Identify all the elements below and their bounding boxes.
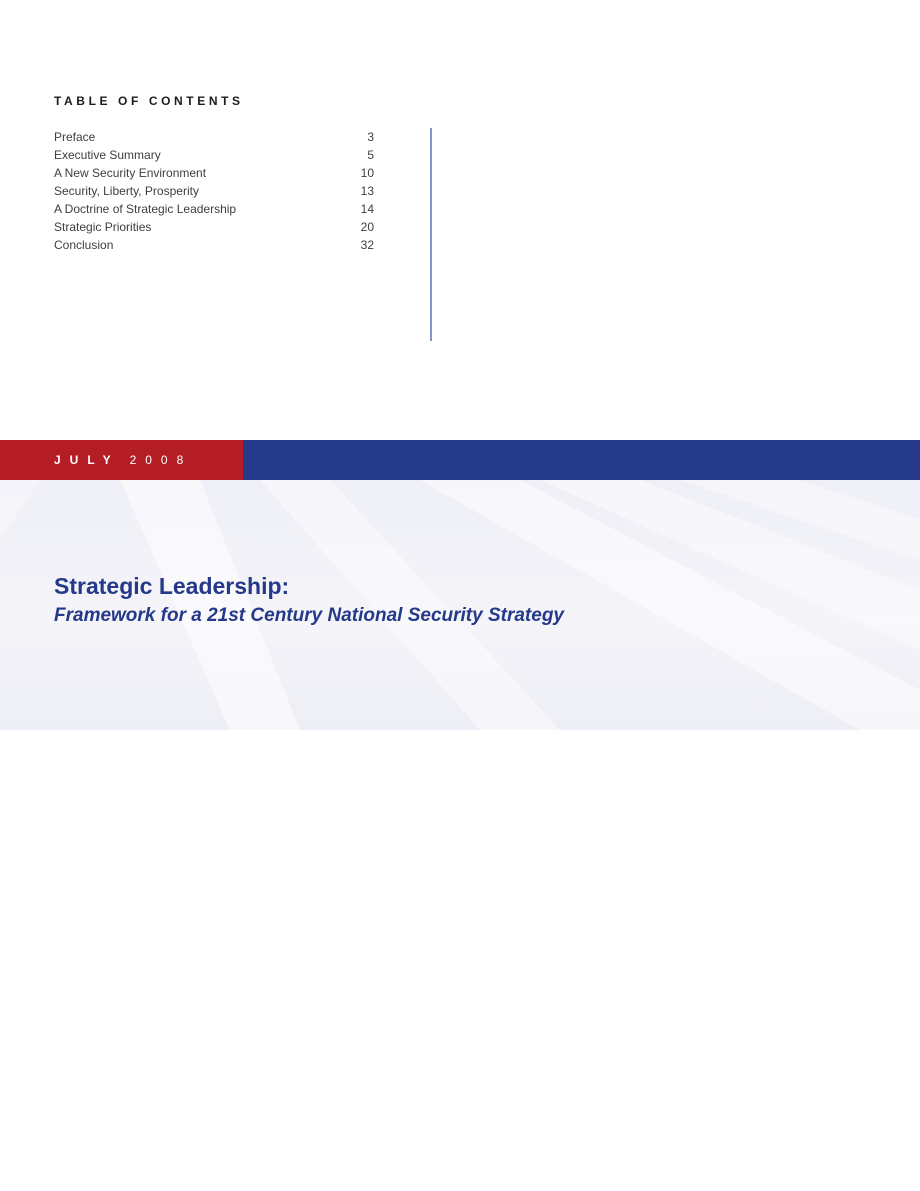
toc-entry-preface[interactable] <box>54 128 374 146</box>
toc-entry-conclusion[interactable] <box>54 236 374 254</box>
toc-entry-title: Strategic Priorities <box>54 220 152 234</box>
toc-entry-page: 14 <box>360 202 374 216</box>
date-line <box>54 440 192 480</box>
toc-entry-page: 13 <box>360 184 374 198</box>
toc-entry-title: A Doctrine of Strategic Leadership <box>54 202 237 216</box>
toc-entry-page: 3 <box>367 130 374 144</box>
cover-title: Strategic Leadership: <box>54 573 290 599</box>
toc-heading: TABLE OF CONTENTS <box>54 94 244 108</box>
toc-entry-title: Conclusion <box>54 238 114 252</box>
toc-entry-security-liberty-prosperity[interactable] <box>54 182 374 200</box>
cover-subtitle: Framework for a 21st Century National Security Strategy <box>54 605 564 626</box>
cover-hero <box>0 480 920 730</box>
date-year: 2008 <box>129 453 193 467</box>
date-month: JULY <box>54 453 120 467</box>
toc-entry-executive-summary[interactable] <box>54 146 374 164</box>
toc-entry-doctrine-strategic-leadership[interactable] <box>54 200 374 218</box>
toc-list <box>54 128 374 254</box>
toc-entry-title: Executive Summary <box>54 148 161 162</box>
date-banner <box>0 440 920 480</box>
toc-entry-strategic-priorities[interactable] <box>54 218 374 236</box>
toc-entry-page: 32 <box>360 238 374 252</box>
toc-entry-page: 5 <box>367 148 374 162</box>
vertical-divider <box>430 128 432 341</box>
toc-entry-new-security-environment[interactable] <box>54 164 374 182</box>
toc-entry-title: Preface <box>54 130 96 144</box>
toc-entry-title: Security, Liberty, Prosperity <box>54 184 199 198</box>
toc-entry-page: 10 <box>360 166 374 180</box>
toc-entry-title: A New Security Environment <box>54 166 207 180</box>
toc-entry-page: 20 <box>360 220 374 234</box>
